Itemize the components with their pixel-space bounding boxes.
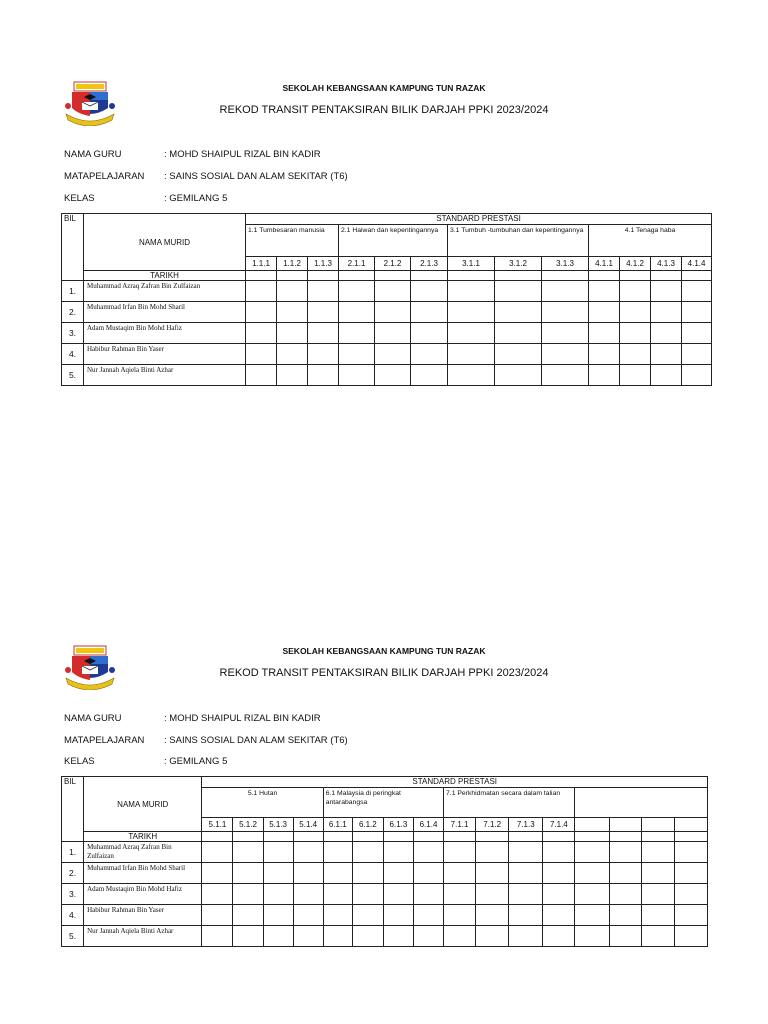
tarikh-header: TARIKH — [84, 832, 202, 842]
score-cell[interactable] — [293, 926, 323, 947]
score-cell[interactable] — [543, 842, 575, 863]
score-cell[interactable] — [323, 905, 352, 926]
student-row — [62, 302, 712, 323]
score-cell[interactable] — [375, 281, 411, 302]
score-cell[interactable] — [609, 926, 641, 947]
score-cell[interactable] — [202, 863, 233, 884]
score-cell[interactable] — [413, 926, 443, 947]
code-cell: 2.1.1 — [339, 257, 375, 271]
score-cell[interactable] — [202, 926, 233, 947]
score-cell[interactable] — [575, 926, 609, 947]
score-cell[interactable] — [542, 365, 589, 386]
teacher-value: : MOHD SHAIPUL RIZAL BIN KADIR — [164, 149, 321, 160]
code-cell: 1.1.1 — [246, 257, 277, 271]
school-name: SEKOLAH KEBANGSAAN KAMPUNG TUN RAZAK — [282, 646, 486, 656]
teacher-label: NAMA GURU — [64, 713, 122, 724]
student-name: Muhammad Azraq Zafran Bin Zulfaizan — [84, 281, 246, 302]
score-cell[interactable] — [448, 344, 495, 365]
score-cell[interactable] — [339, 323, 375, 344]
score-cell[interactable] — [620, 365, 651, 386]
student-row — [62, 884, 708, 905]
score-cell[interactable] — [263, 926, 293, 947]
score-cell[interactable] — [543, 926, 575, 947]
teacher-value: : MOHD SHAIPUL RIZAL BIN KADIR — [164, 713, 321, 724]
score-cell[interactable] — [641, 842, 674, 863]
code-cell: 6.1.2 — [352, 818, 383, 832]
score-cell[interactable] — [509, 863, 543, 884]
class-value: : GEMILANG 5 — [164, 193, 228, 204]
score-cell[interactable] — [589, 323, 620, 344]
score-cell[interactable] — [352, 863, 383, 884]
score-cell[interactable] — [448, 365, 495, 386]
score-cell[interactable] — [495, 323, 542, 344]
score-cell[interactable] — [413, 863, 443, 884]
score-cell[interactable] — [542, 281, 589, 302]
score-cell[interactable] — [411, 323, 448, 344]
score-cell[interactable] — [383, 842, 413, 863]
code-cell-empty — [609, 818, 641, 832]
score-cell[interactable] — [543, 905, 575, 926]
score-cell[interactable] — [542, 323, 589, 344]
group-header: 7.1 Perkhidmatan secara dalam talian — [444, 788, 575, 818]
student-name: Muhammad Irfan Bin Mohd Sharil — [84, 302, 246, 323]
code-cell: 2.1.3 — [411, 257, 448, 271]
score-cell[interactable] — [476, 905, 509, 926]
tarikh-row — [62, 832, 708, 842]
score-cell[interactable] — [383, 863, 413, 884]
code-cell: 3.1.3 — [542, 257, 589, 271]
score-cell[interactable] — [308, 323, 339, 344]
score-cell[interactable] — [202, 905, 233, 926]
row-number: 4. — [62, 344, 84, 365]
score-cell[interactable] — [411, 302, 448, 323]
score-cell[interactable] — [620, 344, 651, 365]
score-cell[interactable] — [411, 365, 448, 386]
score-cell[interactable] — [651, 281, 682, 302]
code-cell: 1.1.3 — [308, 257, 339, 271]
score-cell[interactable] — [620, 302, 651, 323]
student-row — [62, 926, 708, 947]
score-cell[interactable] — [641, 926, 674, 947]
score-cell[interactable] — [476, 863, 509, 884]
group-header: 4.1 Tenaga haba — [589, 225, 712, 257]
student-name: Habibur Rahman Bin Yaser — [84, 344, 246, 365]
student-name: Nur Jannah Aqiela Binti Azhar — [84, 365, 246, 386]
code-cell: 3.1.2 — [495, 257, 542, 271]
standard-prestasi-header: STANDARD PRESTASI — [246, 214, 712, 225]
student-row — [62, 365, 712, 386]
score-cell[interactable] — [609, 863, 641, 884]
score-cell[interactable] — [495, 302, 542, 323]
score-cell[interactable] — [277, 281, 308, 302]
standard-prestasi-header: STANDARD PRESTASI — [202, 777, 708, 788]
class-value: : GEMILANG 5 — [164, 756, 228, 767]
score-cell[interactable] — [682, 344, 712, 365]
code-cell: 7.1.4 — [543, 818, 575, 832]
score-cell[interactable] — [202, 842, 233, 863]
score-cell[interactable] — [411, 281, 448, 302]
student-row — [62, 905, 708, 926]
score-cell[interactable] — [589, 281, 620, 302]
score-cell[interactable] — [352, 926, 383, 947]
code-cell: 6.1.1 — [323, 818, 352, 832]
assessment-table — [61, 213, 712, 386]
code-cell: 5.1.3 — [263, 818, 293, 832]
score-cell[interactable] — [413, 842, 443, 863]
tarikh-row — [62, 271, 712, 281]
score-cell[interactable] — [575, 842, 609, 863]
score-cell[interactable] — [308, 302, 339, 323]
score-cell[interactable] — [444, 926, 476, 947]
score-cell[interactable] — [674, 926, 707, 947]
score-cell[interactable] — [339, 344, 375, 365]
score-cell[interactable] — [323, 863, 352, 884]
score-cell[interactable] — [609, 884, 641, 905]
row-number: 3. — [62, 884, 84, 905]
bil-header: BIL — [62, 777, 84, 842]
score-cell[interactable] — [375, 344, 411, 365]
row-number: 5. — [62, 926, 84, 947]
bil-header: BIL — [62, 214, 84, 281]
code-cell: 4.1.1 — [589, 257, 620, 271]
student-row — [62, 281, 712, 302]
score-cell[interactable] — [308, 344, 339, 365]
score-cell[interactable] — [263, 842, 293, 863]
score-cell[interactable] — [375, 302, 411, 323]
score-cell[interactable] — [682, 281, 712, 302]
score-cell[interactable] — [509, 842, 543, 863]
score-cell[interactable] — [202, 884, 233, 905]
score-cell[interactable] — [411, 344, 448, 365]
score-cell[interactable] — [448, 302, 495, 323]
student-name: Muhammad Irfan Bin Mohd Sharil — [84, 863, 202, 884]
score-cell[interactable] — [476, 926, 509, 947]
score-cell[interactable] — [682, 302, 712, 323]
score-cell[interactable] — [575, 905, 609, 926]
code-cell: 5.1.2 — [233, 818, 263, 832]
group-header: 5.1 Hutan — [202, 788, 323, 818]
score-cell[interactable] — [246, 344, 277, 365]
code-cell: 4.1.2 — [620, 257, 651, 271]
score-cell[interactable] — [293, 905, 323, 926]
row-number: 2. — [62, 863, 84, 884]
score-cell[interactable] — [277, 365, 308, 386]
student-row — [62, 344, 712, 365]
nama-murid-header: NAMA MURID — [84, 777, 202, 832]
student-name: Nur Jannah Aqiela Binti Azhar — [84, 926, 202, 947]
code-cell: 3.1.1 — [448, 257, 495, 271]
score-cell[interactable] — [246, 365, 277, 386]
score-cell[interactable] — [674, 905, 707, 926]
score-cell[interactable] — [609, 842, 641, 863]
assessment-table — [61, 776, 708, 947]
score-cell[interactable] — [495, 365, 542, 386]
score-cell[interactable] — [339, 365, 375, 386]
subject-value: : SAINS SOSIAL DAN ALAM SEKITAR (T6) — [164, 735, 348, 746]
score-cell[interactable] — [609, 905, 641, 926]
group-header-empty — [575, 788, 708, 818]
score-cell[interactable] — [674, 884, 707, 905]
score-cell[interactable] — [444, 842, 476, 863]
code-cell-empty — [641, 818, 674, 832]
code-cell: 7.1.3 — [509, 818, 543, 832]
score-cell[interactable] — [543, 884, 575, 905]
score-cell[interactable] — [575, 884, 609, 905]
score-cell[interactable] — [323, 884, 352, 905]
student-name: Muhammad Azraq Zafran Bin Zulfaizan — [84, 842, 202, 863]
student-name: Habibur Rahman Bin Yaser — [84, 905, 202, 926]
tarikh-header: TARIKH — [84, 271, 246, 281]
score-cell[interactable] — [651, 365, 682, 386]
student-name: Adam Mustaqim Bin Mohd Hafiz — [84, 884, 202, 905]
score-cell[interactable] — [383, 884, 413, 905]
row-number: 5. — [62, 365, 84, 386]
score-cell[interactable] — [293, 863, 323, 884]
score-cell[interactable] — [620, 323, 651, 344]
score-cell[interactable] — [233, 926, 263, 947]
score-cell[interactable] — [246, 302, 277, 323]
score-cell[interactable] — [233, 905, 263, 926]
code-cell: 1.1.2 — [277, 257, 308, 271]
score-cell[interactable] — [509, 905, 543, 926]
score-cell[interactable] — [495, 344, 542, 365]
subject-label: MATAPELAJARAN — [64, 735, 145, 746]
score-cell[interactable] — [263, 884, 293, 905]
score-cell[interactable] — [383, 905, 413, 926]
student-name: Adam Mustaqim Bin Mohd Hafiz — [84, 323, 246, 344]
score-cell[interactable] — [444, 905, 476, 926]
group-header: 3.1 Tumbuh -tumbuhan dan kepentingannya — [448, 225, 589, 257]
code-cell: 6.1.4 — [413, 818, 443, 832]
score-cell[interactable] — [651, 302, 682, 323]
score-cell[interactable] — [263, 905, 293, 926]
row-number: 1. — [62, 842, 84, 863]
row-number: 4. — [62, 905, 84, 926]
score-cell[interactable] — [444, 863, 476, 884]
score-cell[interactable] — [476, 884, 509, 905]
score-cell[interactable] — [674, 863, 707, 884]
score-cell[interactable] — [641, 905, 674, 926]
score-cell[interactable] — [293, 842, 323, 863]
score-cell[interactable] — [352, 842, 383, 863]
score-cell[interactable] — [444, 884, 476, 905]
student-row — [62, 323, 712, 344]
score-cell[interactable] — [308, 281, 339, 302]
student-row — [62, 842, 708, 863]
student-row — [62, 863, 708, 884]
score-cell[interactable] — [233, 842, 263, 863]
record-title: REKOD TRANSIT PENTAKSIRAN BILIK DARJAH PPKI 2023/2024 — [219, 104, 549, 116]
code-cell-empty — [674, 818, 707, 832]
score-cell[interactable] — [233, 884, 263, 905]
nama-murid-header: NAMA MURID — [84, 214, 246, 271]
score-cell[interactable] — [682, 365, 712, 386]
score-cell[interactable] — [476, 842, 509, 863]
score-cell[interactable] — [448, 281, 495, 302]
score-cell[interactable] — [641, 884, 674, 905]
class-label: KELAS — [64, 193, 95, 204]
score-cell[interactable] — [352, 884, 383, 905]
score-cell[interactable] — [651, 344, 682, 365]
score-cell[interactable] — [339, 281, 375, 302]
score-cell[interactable] — [413, 905, 443, 926]
score-cell[interactable] — [641, 863, 674, 884]
group-header: 2.1 Haiwan dan kepentingannya — [339, 225, 448, 257]
score-cell[interactable] — [293, 884, 323, 905]
score-cell[interactable] — [589, 344, 620, 365]
score-cell[interactable] — [682, 323, 712, 344]
score-cell[interactable] — [509, 884, 543, 905]
score-cell[interactable] — [263, 863, 293, 884]
score-cell[interactable] — [674, 842, 707, 863]
score-cell[interactable] — [339, 302, 375, 323]
score-cell[interactable] — [308, 365, 339, 386]
row-number: 3. — [62, 323, 84, 344]
teacher-label: NAMA GURU — [64, 149, 122, 160]
subject-label: MATAPELAJARAN — [64, 171, 145, 182]
score-cell[interactable] — [233, 863, 263, 884]
code-cell: 5.1.4 — [293, 818, 323, 832]
score-cell[interactable] — [413, 884, 443, 905]
record-title: REKOD TRANSIT PENTAKSIRAN BILIK DARJAH PPKI 2023/2024 — [219, 667, 549, 679]
score-cell[interactable] — [323, 842, 352, 863]
score-cell[interactable] — [375, 365, 411, 386]
score-cell[interactable] — [323, 926, 352, 947]
group-header: 1.1 Tumbesaran manusia — [246, 225, 339, 257]
score-cell[interactable] — [246, 281, 277, 302]
score-cell[interactable] — [375, 323, 411, 344]
class-label: KELAS — [64, 756, 95, 767]
score-cell[interactable] — [448, 323, 495, 344]
score-cell[interactable] — [589, 302, 620, 323]
code-cell: 4.1.3 — [651, 257, 682, 271]
code-cell: 2.1.2 — [375, 257, 411, 271]
score-cell[interactable] — [651, 323, 682, 344]
code-cell: 7.1.2 — [476, 818, 509, 832]
score-cell[interactable] — [542, 302, 589, 323]
score-cell[interactable] — [542, 344, 589, 365]
code-cell: 6.1.3 — [383, 818, 413, 832]
score-cell[interactable] — [277, 344, 308, 365]
school-name: SEKOLAH KEBANGSAAN KAMPUNG TUN RAZAK — [282, 83, 486, 93]
score-cell[interactable] — [543, 863, 575, 884]
score-cell[interactable] — [575, 863, 609, 884]
score-cell[interactable] — [277, 323, 308, 344]
code-cell-empty — [575, 818, 609, 832]
code-cell: 4.1.4 — [682, 257, 712, 271]
row-number: 2. — [62, 302, 84, 323]
group-header: 6.1 Malaysia di peringkat antarabangsa — [323, 788, 443, 818]
subject-value: : SAINS SOSIAL DAN ALAM SEKITAR (T6) — [164, 171, 348, 182]
score-cell[interactable] — [620, 281, 651, 302]
score-cell[interactable] — [509, 926, 543, 947]
score-cell[interactable] — [495, 281, 542, 302]
score-cell[interactable] — [352, 905, 383, 926]
row-number: 1. — [62, 281, 84, 302]
score-cell[interactable] — [277, 302, 308, 323]
score-cell[interactable] — [246, 323, 277, 344]
score-cell[interactable] — [589, 365, 620, 386]
score-cell[interactable] — [383, 926, 413, 947]
code-cell: 7.1.1 — [444, 818, 476, 832]
code-cell: 5.1.1 — [202, 818, 233, 832]
